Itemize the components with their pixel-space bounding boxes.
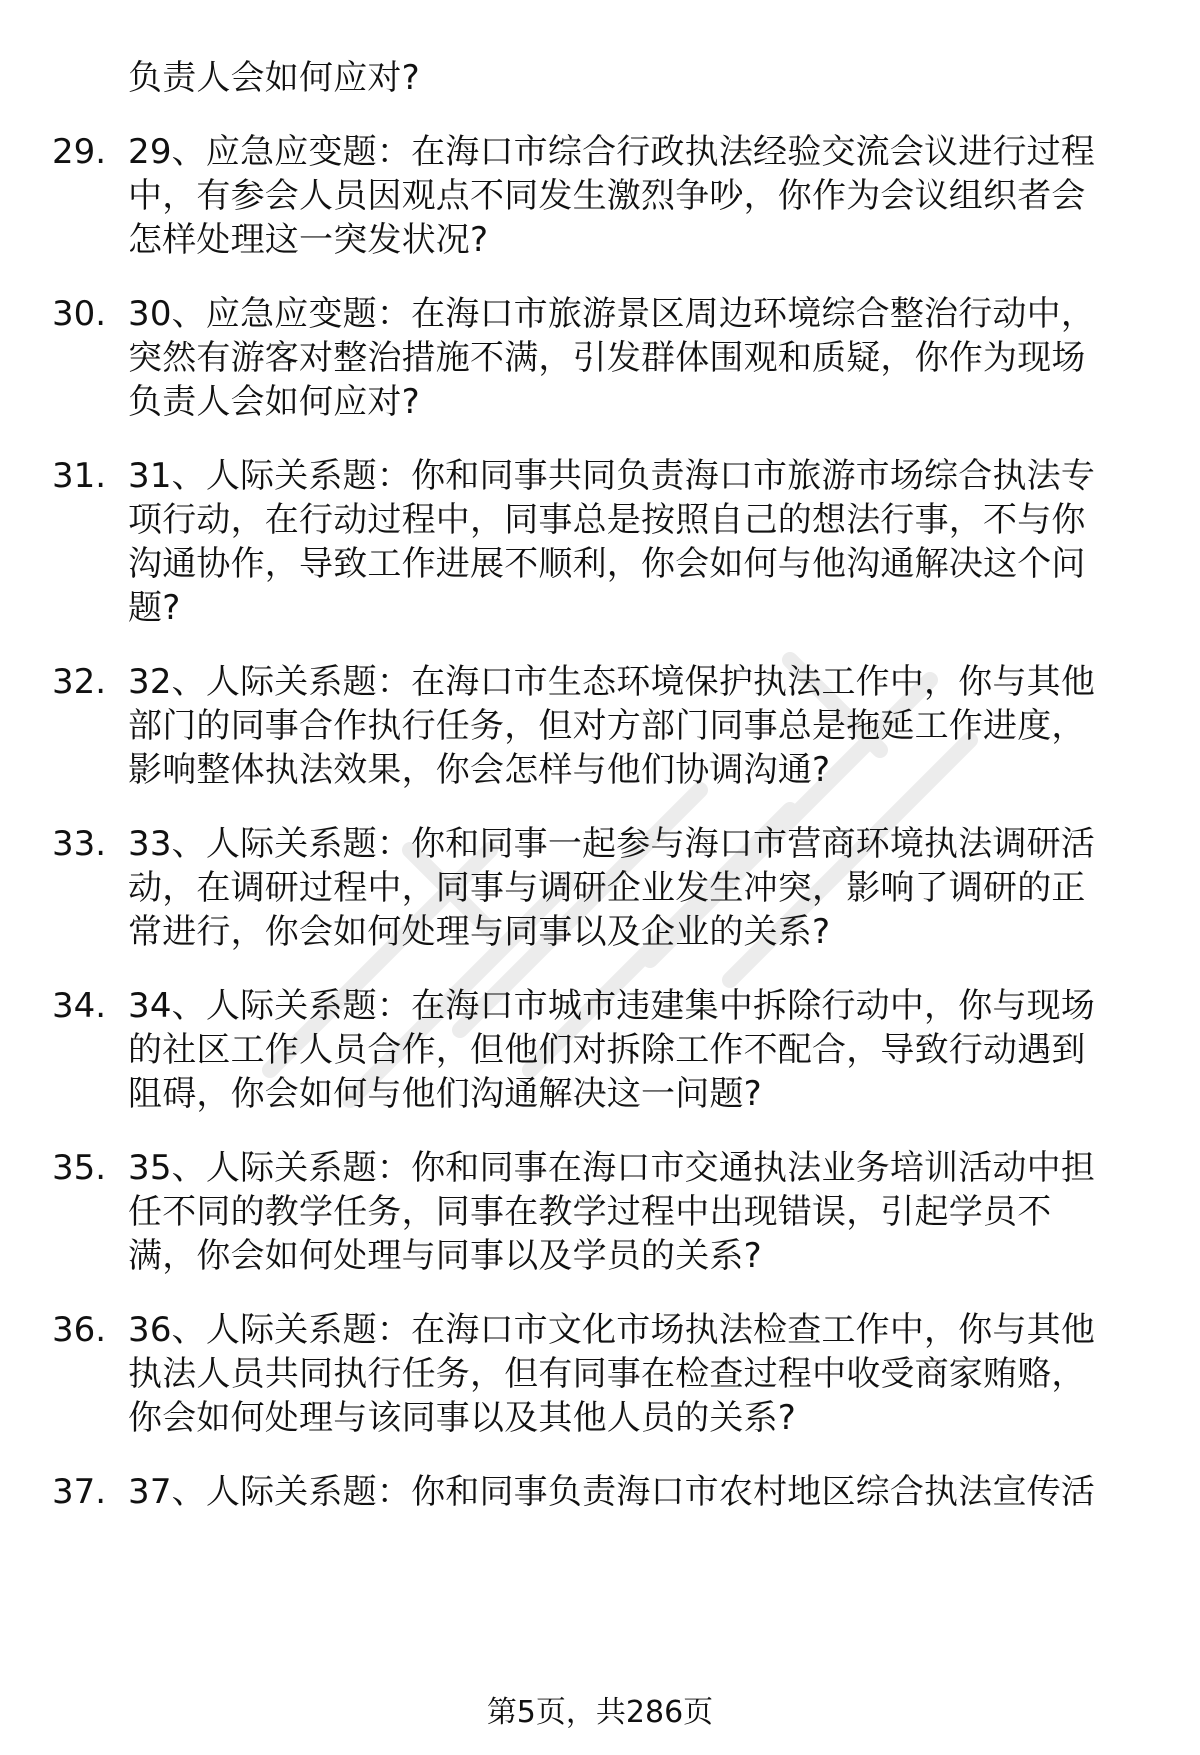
- question-line: 任不同的教学任务，同事在教学过程中出现错误，引起学员不: [128, 1192, 1052, 1232]
- question-line: 动，在调研过程中，同事与调研企业发生冲突，影响了调研的正: [128, 868, 1086, 908]
- question-line: 34、人际关系题：在海口市城市违建集中拆除行动中，你与现场: [128, 986, 1096, 1026]
- question-line: 常进行，你会如何处理与同事以及企业的关系?: [128, 912, 831, 952]
- question-line: 部门的同事合作执行任务，但对方部门同事总是拖延工作进度，: [128, 706, 1086, 746]
- question-line: 的社区工作人员合作，但他们对拆除工作不配合，导致行动遇到: [128, 1030, 1086, 1070]
- question-line: 影响整体执法效果，你会怎样与他们协调沟通?: [128, 750, 831, 790]
- question-number: 31.: [52, 456, 107, 496]
- question-number: 32.: [52, 662, 107, 702]
- question-line: 你会如何处理与该同事以及其他人员的关系?: [128, 1398, 797, 1438]
- question-line: 题?: [128, 588, 181, 628]
- question-line: 32、人际关系题：在海口市生态环境保护执法工作中，你与其他: [128, 662, 1096, 702]
- question-line: 怎样处理这一突发状况?: [128, 220, 489, 260]
- question-line: 35、人际关系题：你和同事在海口市交通执法业务培训活动中担: [128, 1148, 1096, 1188]
- question-line: 37、人际关系题：你和同事负责海口市农村地区综合执法宣传活: [128, 1472, 1096, 1512]
- question-line: 阻碍，你会如何与他们沟通解决这一问题?: [128, 1074, 762, 1114]
- question-number: 35.: [52, 1148, 107, 1188]
- question-line: 沟通协作，导致工作进展不顺利，你会如何与他沟通解决这个问: [128, 544, 1086, 584]
- question-line: 负责人会如何应对?: [128, 382, 420, 422]
- question-line: 30、应急应变题：在海口市旅游景区周边环境综合整治行动中，: [128, 294, 1096, 334]
- question-line: 执法人员共同执行任务，但有同事在检查过程中收受商家贿赂，: [128, 1354, 1086, 1394]
- question-line: 满，你会如何处理与同事以及学员的关系?: [128, 1236, 762, 1276]
- question-line: 项行动，在行动过程中，同事总是按照自己的想法行事，不与你: [128, 500, 1086, 540]
- question-number: 33.: [52, 824, 107, 864]
- question-line: 33、人际关系题：你和同事一起参与海口市营商环境执法调研活: [128, 824, 1096, 864]
- question-number: 36.: [52, 1310, 107, 1350]
- page-footer: 第5页，共286页: [486, 1695, 714, 1730]
- question-line: 36、人际关系题：在海口市文化市场执法检查工作中，你与其他: [128, 1310, 1096, 1350]
- question-number: 34.: [52, 986, 107, 1026]
- question-line: 29、应急应变题：在海口市综合行政执法经验交流会议进行过程: [128, 132, 1096, 172]
- question-number: 30.: [52, 294, 107, 334]
- question-line: 突然有游客对整治措施不满，引发群体围观和质疑，你作为现场: [128, 338, 1086, 378]
- continuation-line: 负责人会如何应对?: [128, 58, 420, 98]
- question-number: 29.: [52, 132, 107, 172]
- question-number: 37.: [52, 1472, 107, 1512]
- question-line: 31、人际关系题：你和同事共同负责海口市旅游市场综合执法专: [128, 456, 1096, 496]
- question-line: 中，有参会人员因观点不同发生激烈争吵，你作为会议组织者会: [128, 176, 1086, 216]
